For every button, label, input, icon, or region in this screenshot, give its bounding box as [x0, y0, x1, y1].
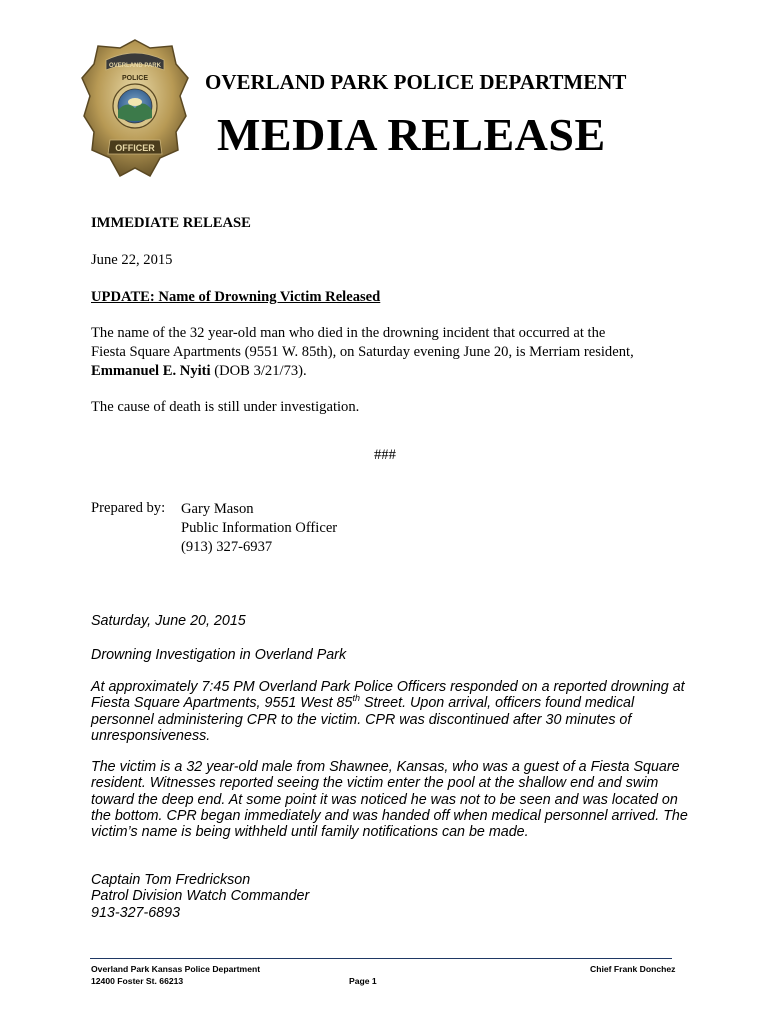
signature-phone: 913-327-6893 [91, 904, 181, 921]
update-line-2: Fiesta Square Apartments (9551 W. 85th), on Saturday evening June 20, is Merriam resident, [91, 344, 634, 360]
prepared-by-label: Prepared by: [91, 500, 166, 516]
media-release-title: MEDIA RELEASE [217, 109, 606, 160]
prepared-by-phone: (913) 327-6937 [181, 539, 273, 555]
victim-dob: (DOB 3/21/73). [210, 363, 307, 379]
release-type: IMMEDIATE RELEASE [91, 215, 251, 231]
update-paragraph [91, 324, 634, 381]
footer-address: 12400 Foster St. 66213 [91, 976, 184, 986]
footer-page-number: Page 1 [349, 976, 377, 986]
police-badge-logo [80, 38, 190, 180]
release-date: June 22, 2015 [91, 252, 173, 268]
end-separator: ### [374, 447, 396, 463]
p2-line-1: The victim is a 32 year-old male from Shawnee, Kansas, who was a guest of a Fiesta Square [91, 759, 680, 775]
investigation-status: The cause of death is still under investigation. [91, 399, 360, 415]
signature-block [91, 872, 309, 921]
original-paragraph-1 [91, 679, 685, 744]
footer-organization: Overland Park Kansas Police Department [91, 964, 261, 974]
p1-line-2: Fiesta Square Apartments, 9551 West 85th Street. Upon arrival, officers found medical [91, 693, 635, 712]
p1-line-3: personnel administering CPR to the victim. CPR was discontinued after 30 minutes of [91, 711, 632, 728]
svg-text:POLICE: POLICE [121, 75, 149, 82]
signature-name: Captain Tom Fredrickson [91, 872, 251, 888]
original-title: Drowning Investigation in Overland Park [91, 647, 347, 663]
update-line-3 [91, 362, 634, 381]
prepared-by-title: Public Information Officer [181, 520, 338, 536]
original-paragraph-2 [91, 759, 688, 840]
p1-line-4: unresponsiveness. [91, 727, 211, 744]
svg-text:OFFICER: OFFICER [115, 143, 155, 153]
update-line-1: The name of the 32 year-old man who died in the drowning incident that occurred at the [91, 325, 606, 341]
p2-line-5: victim’s name is being withheld until family notifications can be made. [91, 824, 529, 841]
footer-divider [90, 958, 672, 959]
original-date: Saturday, June 20, 2015 [91, 613, 246, 629]
footer-chief: Chief Frank Donchez [590, 964, 676, 974]
p1-line-1: At approximately 7:45 PM Overland Park Police Officers responded on a reported drowning at [91, 679, 685, 695]
department-name: OVERLAND PARK POLICE DEPARTMENT [205, 70, 627, 94]
release-headline: UPDATE: Name of Drowning Victim Released [91, 289, 381, 305]
p2-line-3: toward the deep end. At some point it was noticed he was not to be seen and was located on [91, 791, 678, 808]
p2-line-4: the bottom. CPR began immediately and was handed off when medical personnel arrived. The [91, 807, 688, 824]
p2-line-2: resident. Witnesses reported seeing the victim enter the pool at the shallow end and swim [91, 775, 659, 792]
svg-text:OVERLAND PARK: OVERLAND PARK [109, 63, 161, 69]
prepared-by-name: Gary Mason [181, 501, 254, 517]
signature-title: Patrol Division Watch Commander [91, 888, 310, 905]
victim-name: Emmanuel E. Nyiti [91, 363, 211, 379]
prepared-by-block [181, 500, 337, 557]
